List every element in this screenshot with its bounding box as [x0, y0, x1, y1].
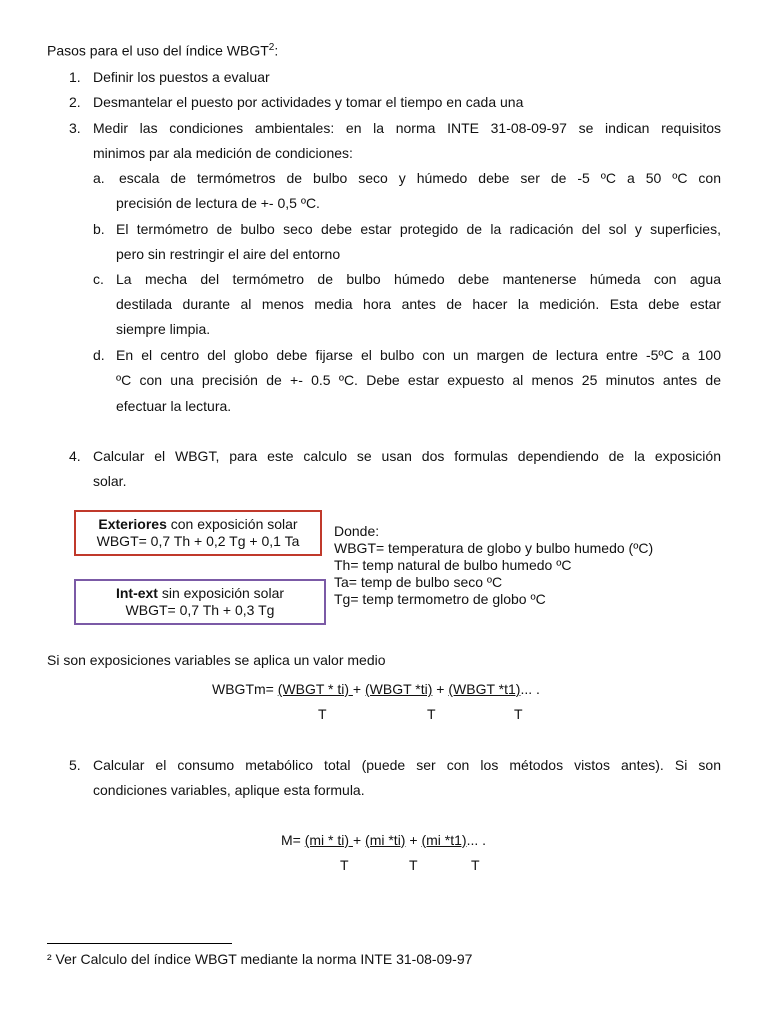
substep-text: ºC con una precisión de +- 0.5 ºC. Debe estar expuesto al menos 25 minutos antes de: [116, 372, 721, 388]
term-2: (mi *ti): [365, 832, 406, 848]
substep-text: siempre limpia.: [116, 321, 211, 337]
footnote-ref: 2: [268, 42, 275, 53]
step-text: Calcular el WBGT, para este calculo se usan dos formulas dependiendo de la exposición: [93, 448, 721, 464]
substep-text: El termómetro de bulbo seco debe estar protegido de la radicación del sol y superficies,: [116, 221, 721, 237]
denominator: T: [471, 857, 480, 873]
step-text: Desmantelar el puesto por actividades y tomar el tiempo en cada una: [93, 94, 524, 110]
legend-line: Ta= temp de bulbo seco ºC: [334, 574, 503, 590]
substep-letter: c.: [93, 271, 104, 287]
variable-note: Si son exposiciones variables se aplica un valor medio: [47, 652, 386, 668]
step-text: solar.: [93, 473, 127, 489]
term-3: (WBGT *t1): [448, 681, 521, 697]
variable-legend: [334, 523, 653, 608]
term-2: (WBGT *ti): [365, 681, 433, 697]
substep-text: En el centro del globo debe fijarse el bulbo con un margen de lectura entre -5ºC a 100: [116, 347, 721, 363]
denominator: T: [340, 857, 349, 873]
intext-formula-box: [74, 579, 326, 625]
intext-heading: Int-ext sin exposición solar: [115, 585, 285, 601]
term-1: (WBGT * ti): [277, 681, 353, 697]
exterior-formula-box: [74, 510, 322, 556]
step-number: 4.: [69, 448, 81, 464]
exterior-heading: Exteriores con exposición solar: [98, 516, 298, 532]
legend-line: Tg= temp termometro de globo ºC: [334, 591, 546, 607]
wbgtm-formula: WBGTm= (WBGT * ti) + (WBGT *ti) + (WBGT *t1)... .: [212, 681, 540, 697]
substep-text: pero sin restringir el aire del entorno: [116, 246, 341, 262]
denominator: T: [318, 706, 327, 722]
substep-letter: b.: [93, 221, 105, 237]
footnote-text: Ver Calculo del índice WBGT mediante la norma INTE 31-08-09-97: [51, 951, 473, 967]
substep-text: La mecha del termómetro de bulbo húmedo debe mantenerse húmeda con agua: [116, 271, 721, 287]
substep-text: escala de termómetros de bulbo seco y húmedo debe ser de -5 ºC a 50 ºC con: [119, 170, 721, 186]
step-text: Medir las condiciones ambientales: en la norma INTE 31-08-09-97 se indican requisitos: [93, 120, 721, 136]
step-text: condiciones variables, aplique esta formula.: [93, 782, 365, 798]
substep-text: efectuar la lectura.: [116, 398, 232, 414]
exterior-formula: WBGT= 0,7 Th + 0,2 Tg + 0,1 Ta: [96, 533, 300, 549]
denominator: T: [427, 706, 436, 722]
legend-line: WBGT= temperatura de globo y bulbo humedo (ºC): [334, 540, 654, 556]
substep-text: destilada durante al menos media hora antes de hacer la medición. Esta debe estar: [116, 296, 721, 312]
step-number: 1.: [69, 69, 81, 85]
substep-letter: a.: [93, 170, 105, 186]
term-1: (mi * ti): [304, 832, 353, 848]
denominator: T: [409, 857, 418, 873]
step-number: 3.: [69, 120, 81, 136]
metabolic-formula: M= (mi * ti) + (mi *ti) + (mi *t1)... .: [281, 832, 487, 848]
substep-letter: d.: [93, 347, 105, 363]
substep-text: precisión de lectura de +- 0,5 ºC.: [116, 195, 320, 211]
intro-heading: Pasos para el uso del índice WBGT$^2$:: [47, 42, 279, 59]
step-number: 2.: [69, 94, 81, 110]
legend-title: Donde:: [334, 523, 380, 539]
step-text: Definir los puestos a evaluar: [93, 69, 270, 85]
footnote: [47, 951, 472, 967]
footnote-separator: [47, 943, 232, 944]
step-text: Calcular el consumo metabólico total (puede ser con los métodos vistos antes). Si son: [93, 757, 721, 773]
denominator: T: [514, 706, 523, 722]
term-3: (mi *t1): [421, 832, 467, 848]
footnote-mark: ²: [47, 951, 52, 967]
step-text: minimos par ala medición de condiciones:: [93, 145, 353, 161]
step-number: 5.: [69, 757, 81, 773]
intext-formula: WBGT= 0,7 Th + 0,3 Tg: [125, 602, 275, 618]
legend-line: Th= temp natural de bulbo humedo ºC: [334, 557, 572, 573]
